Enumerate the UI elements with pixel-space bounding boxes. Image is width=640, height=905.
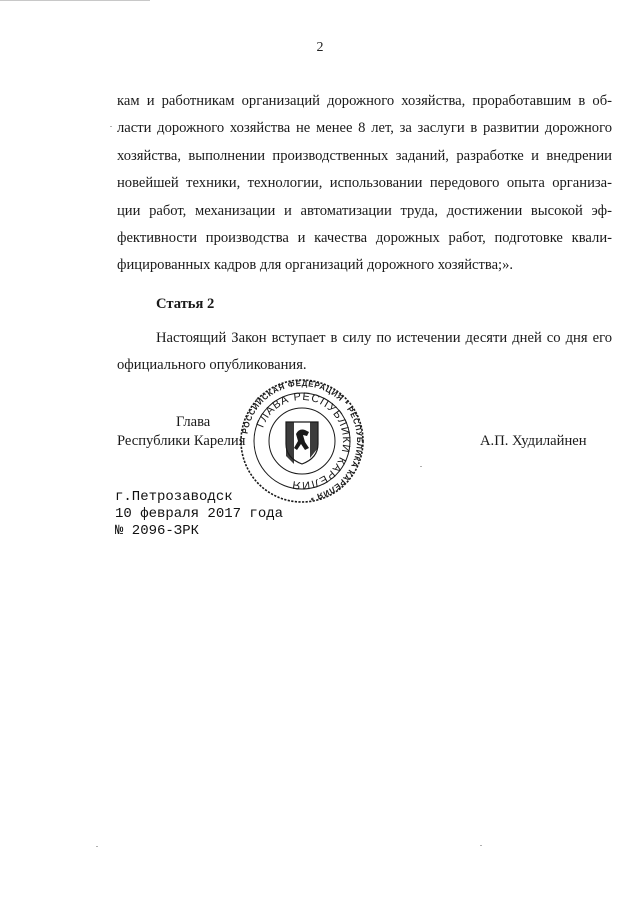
scan-speck <box>480 845 482 846</box>
seal-inner-text: ГЛАВА РЕСПУБЛИКИ КАРЕЛИЯ <box>254 390 353 492</box>
official-seal <box>239 378 365 504</box>
place: г.Петрозаводск <box>115 489 233 505</box>
date: 10 февраля 2017 года <box>115 506 284 522</box>
signatory-title-line2: Республики Карелия <box>117 433 246 449</box>
article-line: Настоящий Закон вступает в силу по истечении десяти дней со дня его <box>156 330 612 346</box>
place-and-date-stamp <box>115 489 283 540</box>
law-number: № 2096-ЗРК <box>115 523 200 539</box>
body-line: фицированных кадров для организаций дорожного хозяйства;». <box>117 257 514 274</box>
scan-speck <box>96 846 98 847</box>
scan-speck <box>110 126 112 127</box>
body-line: ции работ, механизации и автоматизации труда, достижении высокой эф- <box>117 202 612 219</box>
seal-outer-text: РОССИЙСКАЯ ФЕДЕРАЦИЯ * РЕСПУБЛИКА КАРЕЛИЯ * <box>240 378 365 503</box>
scan-speck <box>420 466 422 467</box>
scan-edge-line <box>0 0 150 1</box>
article-line: официального опубликования. <box>117 357 307 374</box>
body-paragraph <box>117 88 612 280</box>
signatory-name: А.П. Худилайнен <box>480 433 587 449</box>
coat-of-arms-icon <box>286 422 318 464</box>
body-line: ласти дорожного хозяйства не менее 8 лет, за заслуги в развитии дорожного <box>117 120 612 137</box>
body-line: новейшей техники, технологии, использовании передового опыта организа- <box>117 175 612 192</box>
article-heading: Статья 2 <box>156 296 215 312</box>
body-line: кам и работникам организаций дорожного хозяйства, проработавшим в об- <box>117 93 612 109</box>
body-line: фективности производства и качества дорожных работ, подготовке квали- <box>117 230 612 247</box>
article-paragraph <box>117 325 612 380</box>
page-number: 2 <box>316 40 324 55</box>
body-line: хозяйства, выполнении производственных заданий, разработке и внедрении <box>117 147 612 164</box>
signatory-title-line1: Глава <box>176 414 211 430</box>
